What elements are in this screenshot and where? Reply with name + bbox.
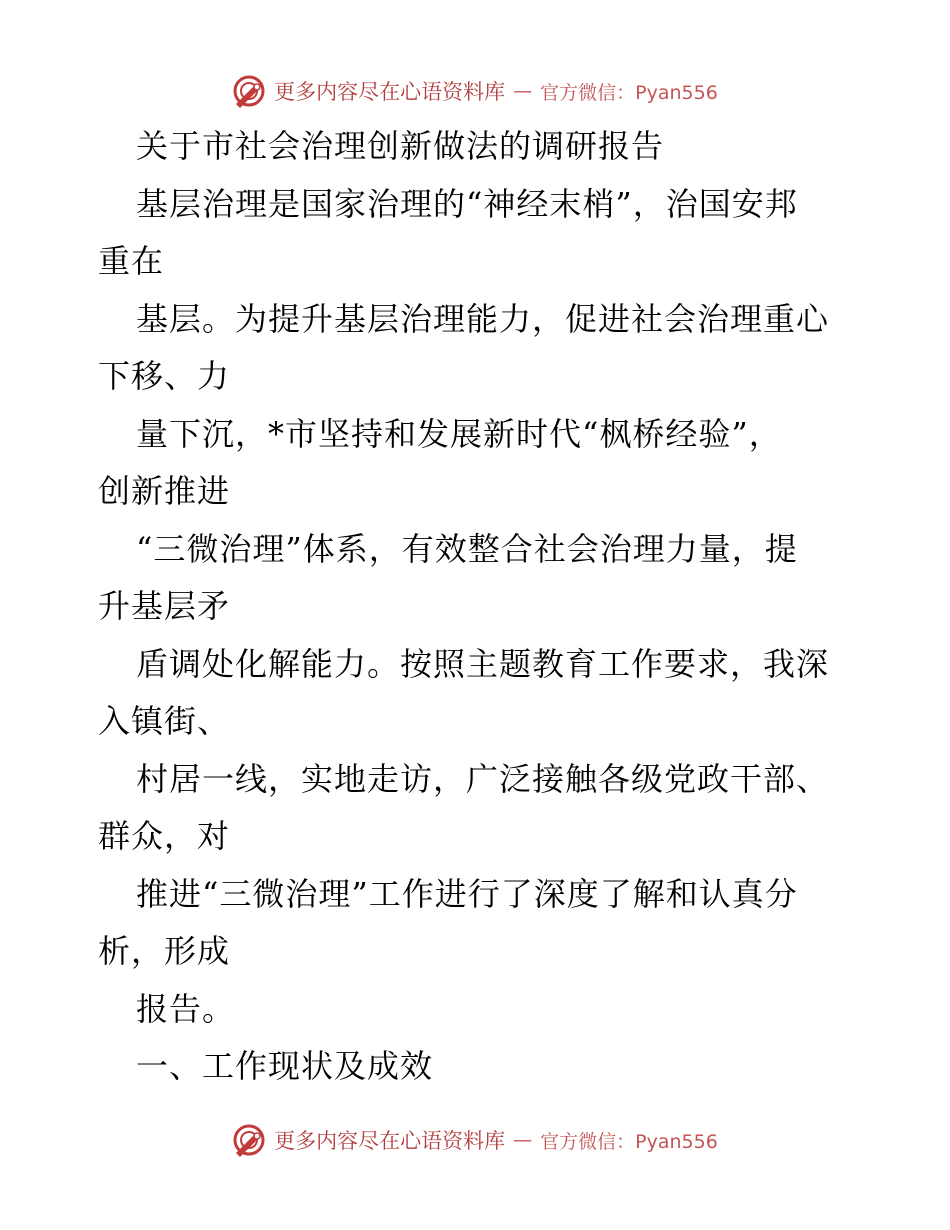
document-title: 关于市社会治理创新做法的调研报告 — [136, 127, 665, 165]
header-watermark — [0, 71, 950, 111]
paragraph-line: “三微治理”体系，有效整合社会治理力量，提 — [136, 529, 798, 568]
paragraph-line: 基层治理是国家治理的“神经末梢”，治国安邦 — [136, 184, 798, 223]
paragraph-line: 村居一线，实地走访，广泛接触各级党政干部、 — [136, 759, 830, 798]
header-wechat-text: 官方微信：Pyan556 — [540, 81, 718, 104]
paragraph-line: 盾调处化解能力。按照主题教育工作要求，我深 — [136, 644, 830, 683]
footer-watermark — [0, 1120, 950, 1160]
paragraph-line: 创新推进 — [98, 472, 231, 510]
header-brand-text: 更多内容尽在心语资料库 — [274, 80, 506, 104]
paragraph-line: 下移、力 — [98, 357, 231, 395]
header-separator: — — [513, 80, 533, 102]
footer-wechat-text: 官方微信：Pyan556 — [540, 1130, 718, 1153]
paragraph-line: 入镇街、 — [98, 702, 231, 740]
paragraph-line: 报告。 — [136, 989, 236, 1028]
paragraph-line: 升基层矛 — [98, 587, 231, 625]
pen-logo-icon — [232, 74, 266, 108]
section-heading: 一、工作现状及成效 — [136, 1047, 434, 1085]
paragraph-line: 析，形成 — [98, 932, 231, 970]
paragraph-line: 重在 — [98, 242, 165, 280]
footer-separator: — — [513, 1129, 533, 1151]
paragraph-line: 量下沉，*市坚持和发展新时代“枫桥经验”， — [136, 414, 782, 453]
pen-logo-icon — [232, 1123, 266, 1157]
paragraph-line: 推进“三微治理”工作进行了深度了解和认真分 — [136, 874, 798, 913]
document-body — [98, 118, 858, 1096]
footer-brand-text: 更多内容尽在心语资料库 — [274, 1129, 506, 1153]
paragraph-line: 群众，对 — [98, 817, 231, 855]
paragraph-line: 基层。为提升基层治理能力，促进社会治理重心 — [136, 299, 830, 338]
